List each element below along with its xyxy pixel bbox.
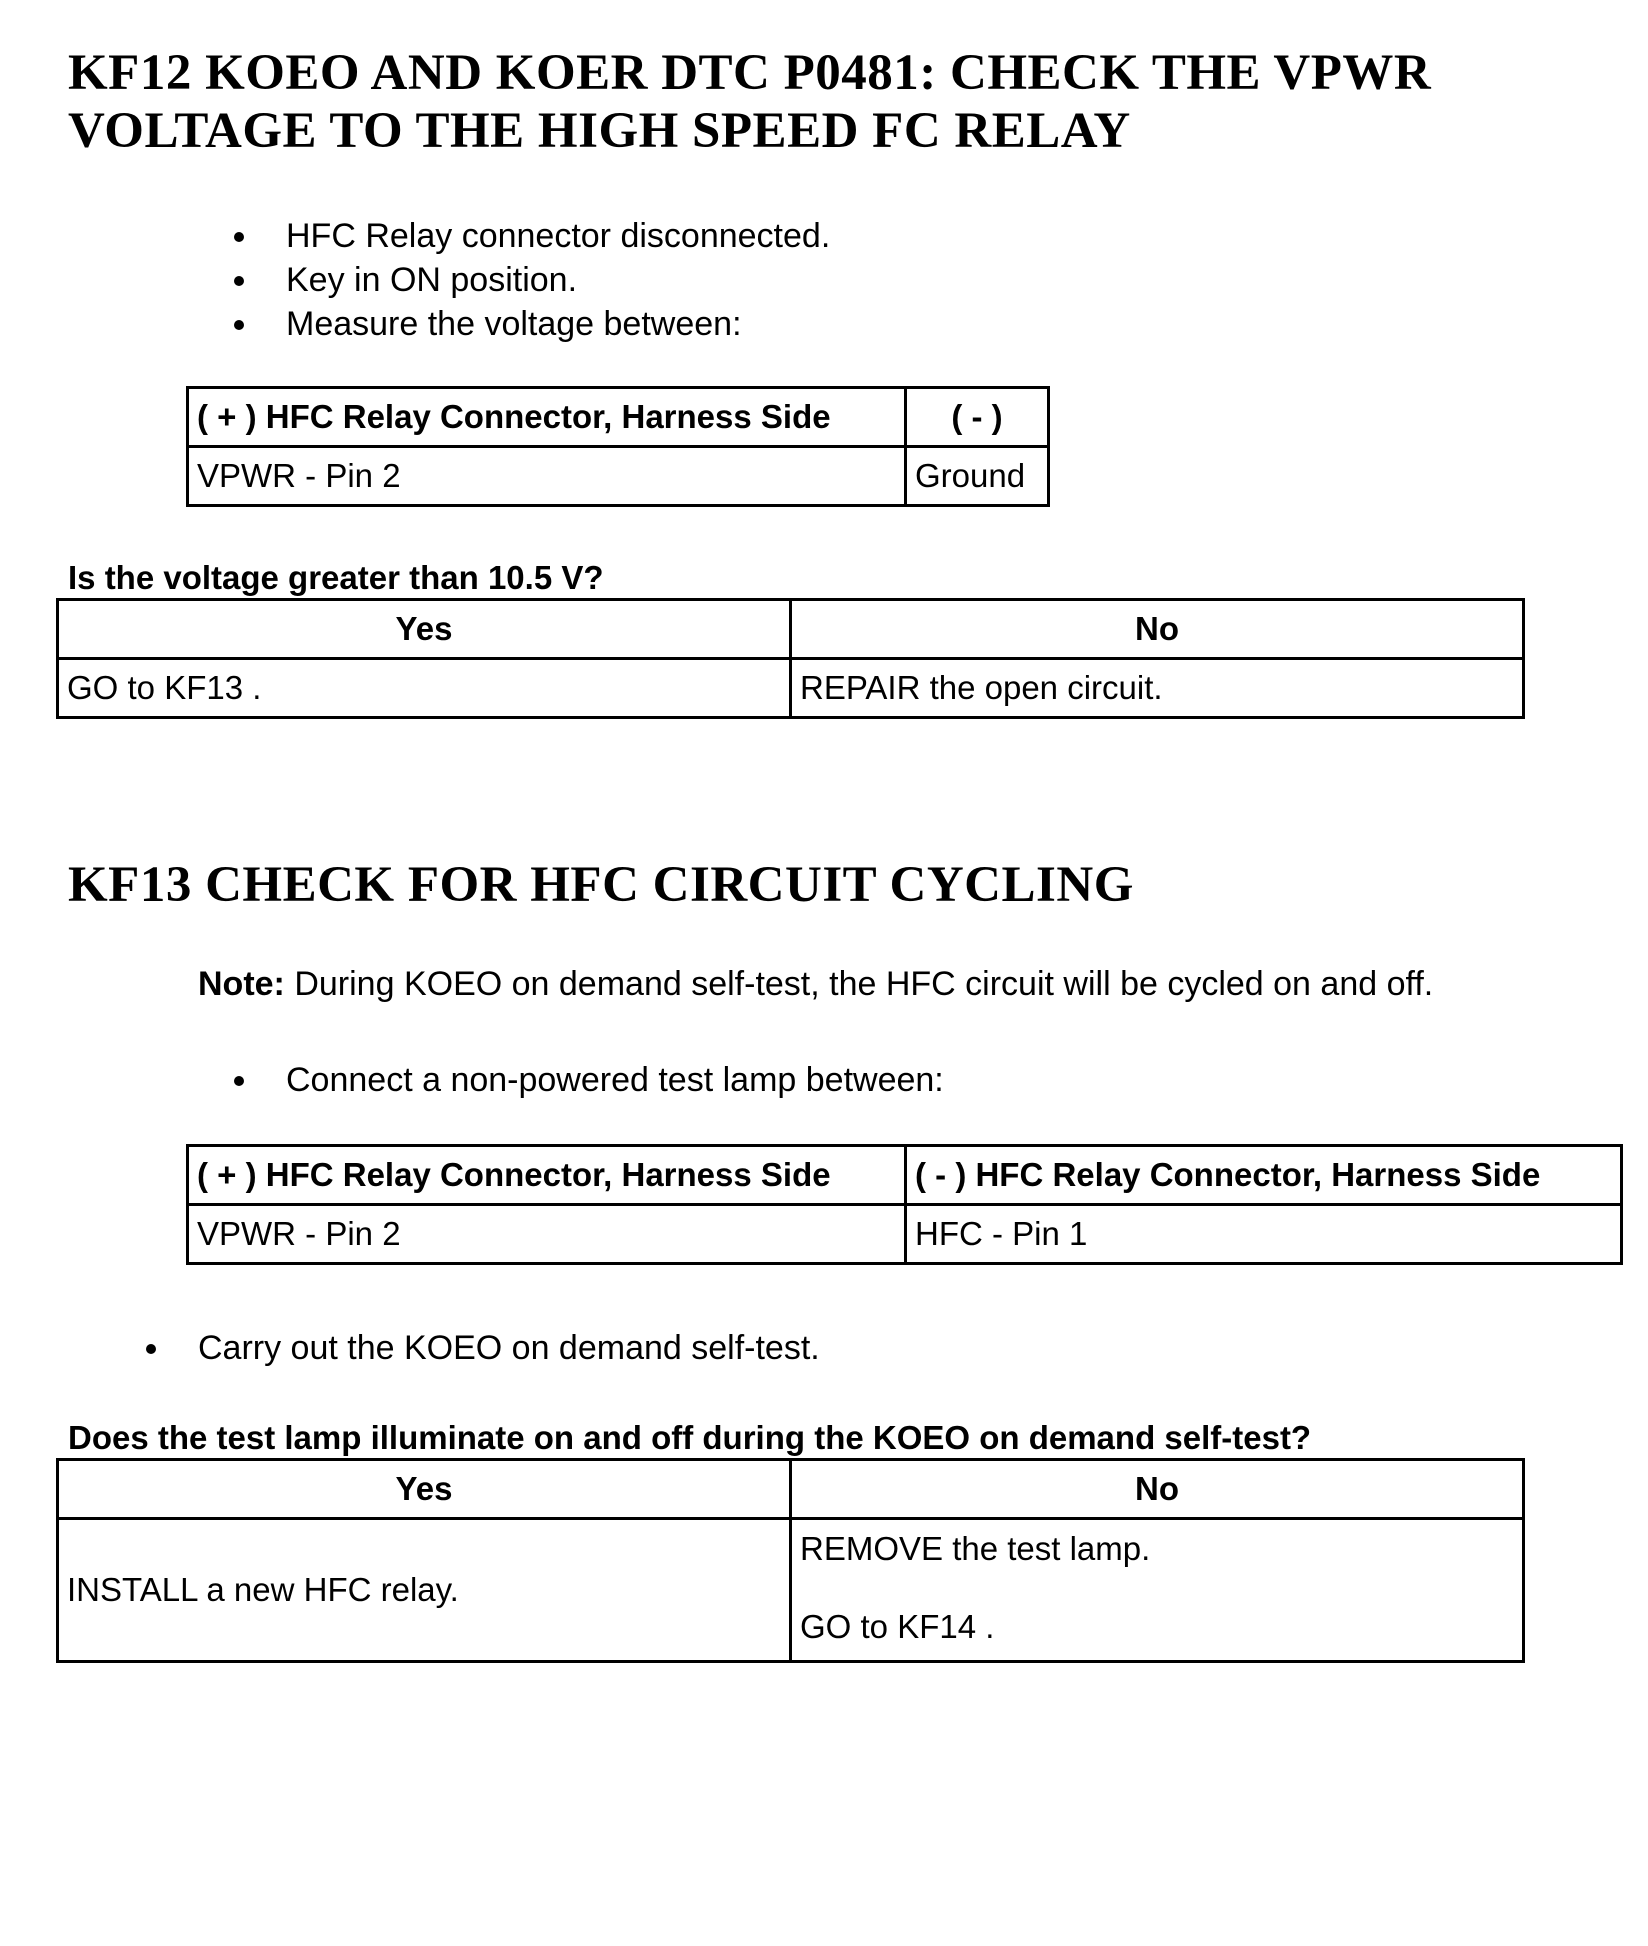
kf13-question: Does the test lamp illuminate on and off during the KOEO on demand self-test? <box>68 1419 1312 1456</box>
kf13-bullet-list-lamp <box>220 1058 944 1102</box>
no-line-remove: REMOVE the test lamp. <box>800 1530 1151 1567</box>
table-header: Yes <box>58 1460 791 1519</box>
table-row <box>188 1205 1622 1264</box>
table-cell: REPAIR the open circuit. <box>791 659 1524 718</box>
kf13-lamp-table <box>186 1144 1623 1265</box>
table-header: No <box>791 600 1524 659</box>
list-item: Connect a non-powered test lamp between: <box>220 1058 944 1102</box>
list-item: HFC Relay connector disconnected. <box>220 214 830 258</box>
table-cell: Ground <box>906 447 1049 506</box>
table-row <box>188 447 1049 506</box>
kf13-answer-table <box>56 1458 1525 1663</box>
no-line-goto: GO to KF14 . <box>800 1608 995 1645</box>
kf12-question: Is the voltage greater than 10.5 V? <box>68 559 604 596</box>
table-header: ( - ) <box>906 388 1049 447</box>
table-header-row <box>188 1146 1622 1205</box>
table-cell <box>791 1519 1524 1662</box>
table-header: ( - ) HFC Relay Connector, Harness Side <box>906 1146 1622 1205</box>
kf13-title: KF13 CHECK FOR HFC CIRCUIT CYCLING <box>68 857 1134 913</box>
table-cell: INSTALL a new HFC relay. <box>58 1519 791 1662</box>
table-header: ( + ) HFC Relay Connector, Harness Side <box>188 1146 906 1205</box>
table-header-row <box>188 388 1049 447</box>
table-header-row <box>58 600 1524 659</box>
note-label: Note: <box>198 965 285 1003</box>
list-item: Key in ON position. <box>220 258 830 302</box>
table-cell: VPWR - Pin 2 <box>188 1205 906 1264</box>
note-text: During KOEO on demand self-test, the HFC circuit will be cycled on and off. <box>284 965 1434 1003</box>
table-row <box>58 659 1524 718</box>
table-header: Yes <box>58 600 791 659</box>
table-header: ( + ) HFC Relay Connector, Harness Side <box>188 388 906 447</box>
table-header-row <box>58 1460 1524 1519</box>
table-row <box>58 1519 1524 1662</box>
kf12-answer-table <box>56 598 1525 719</box>
list-item: Measure the voltage between: <box>220 302 830 346</box>
kf13-bullet-list-selftest <box>132 1326 820 1370</box>
table-cell: HFC - Pin 1 <box>906 1205 1622 1264</box>
kf12-title-line1: KF12 KOEO AND KOER DTC P0481: CHECK THE VPWR <box>68 45 1432 101</box>
kf12-measure-table <box>186 386 1050 507</box>
table-header: No <box>791 1460 1524 1519</box>
kf12-title <box>68 44 1431 160</box>
list-item: Carry out the KOEO on demand self-test. <box>132 1326 820 1370</box>
kf12-bullet-list <box>220 214 830 346</box>
kf13-note <box>198 962 1433 1006</box>
table-cell: VPWR - Pin 2 <box>188 447 906 506</box>
table-cell: GO to KF13 . <box>58 659 791 718</box>
kf12-title-line2: VOLTAGE TO THE HIGH SPEED FC RELAY <box>68 103 1131 159</box>
